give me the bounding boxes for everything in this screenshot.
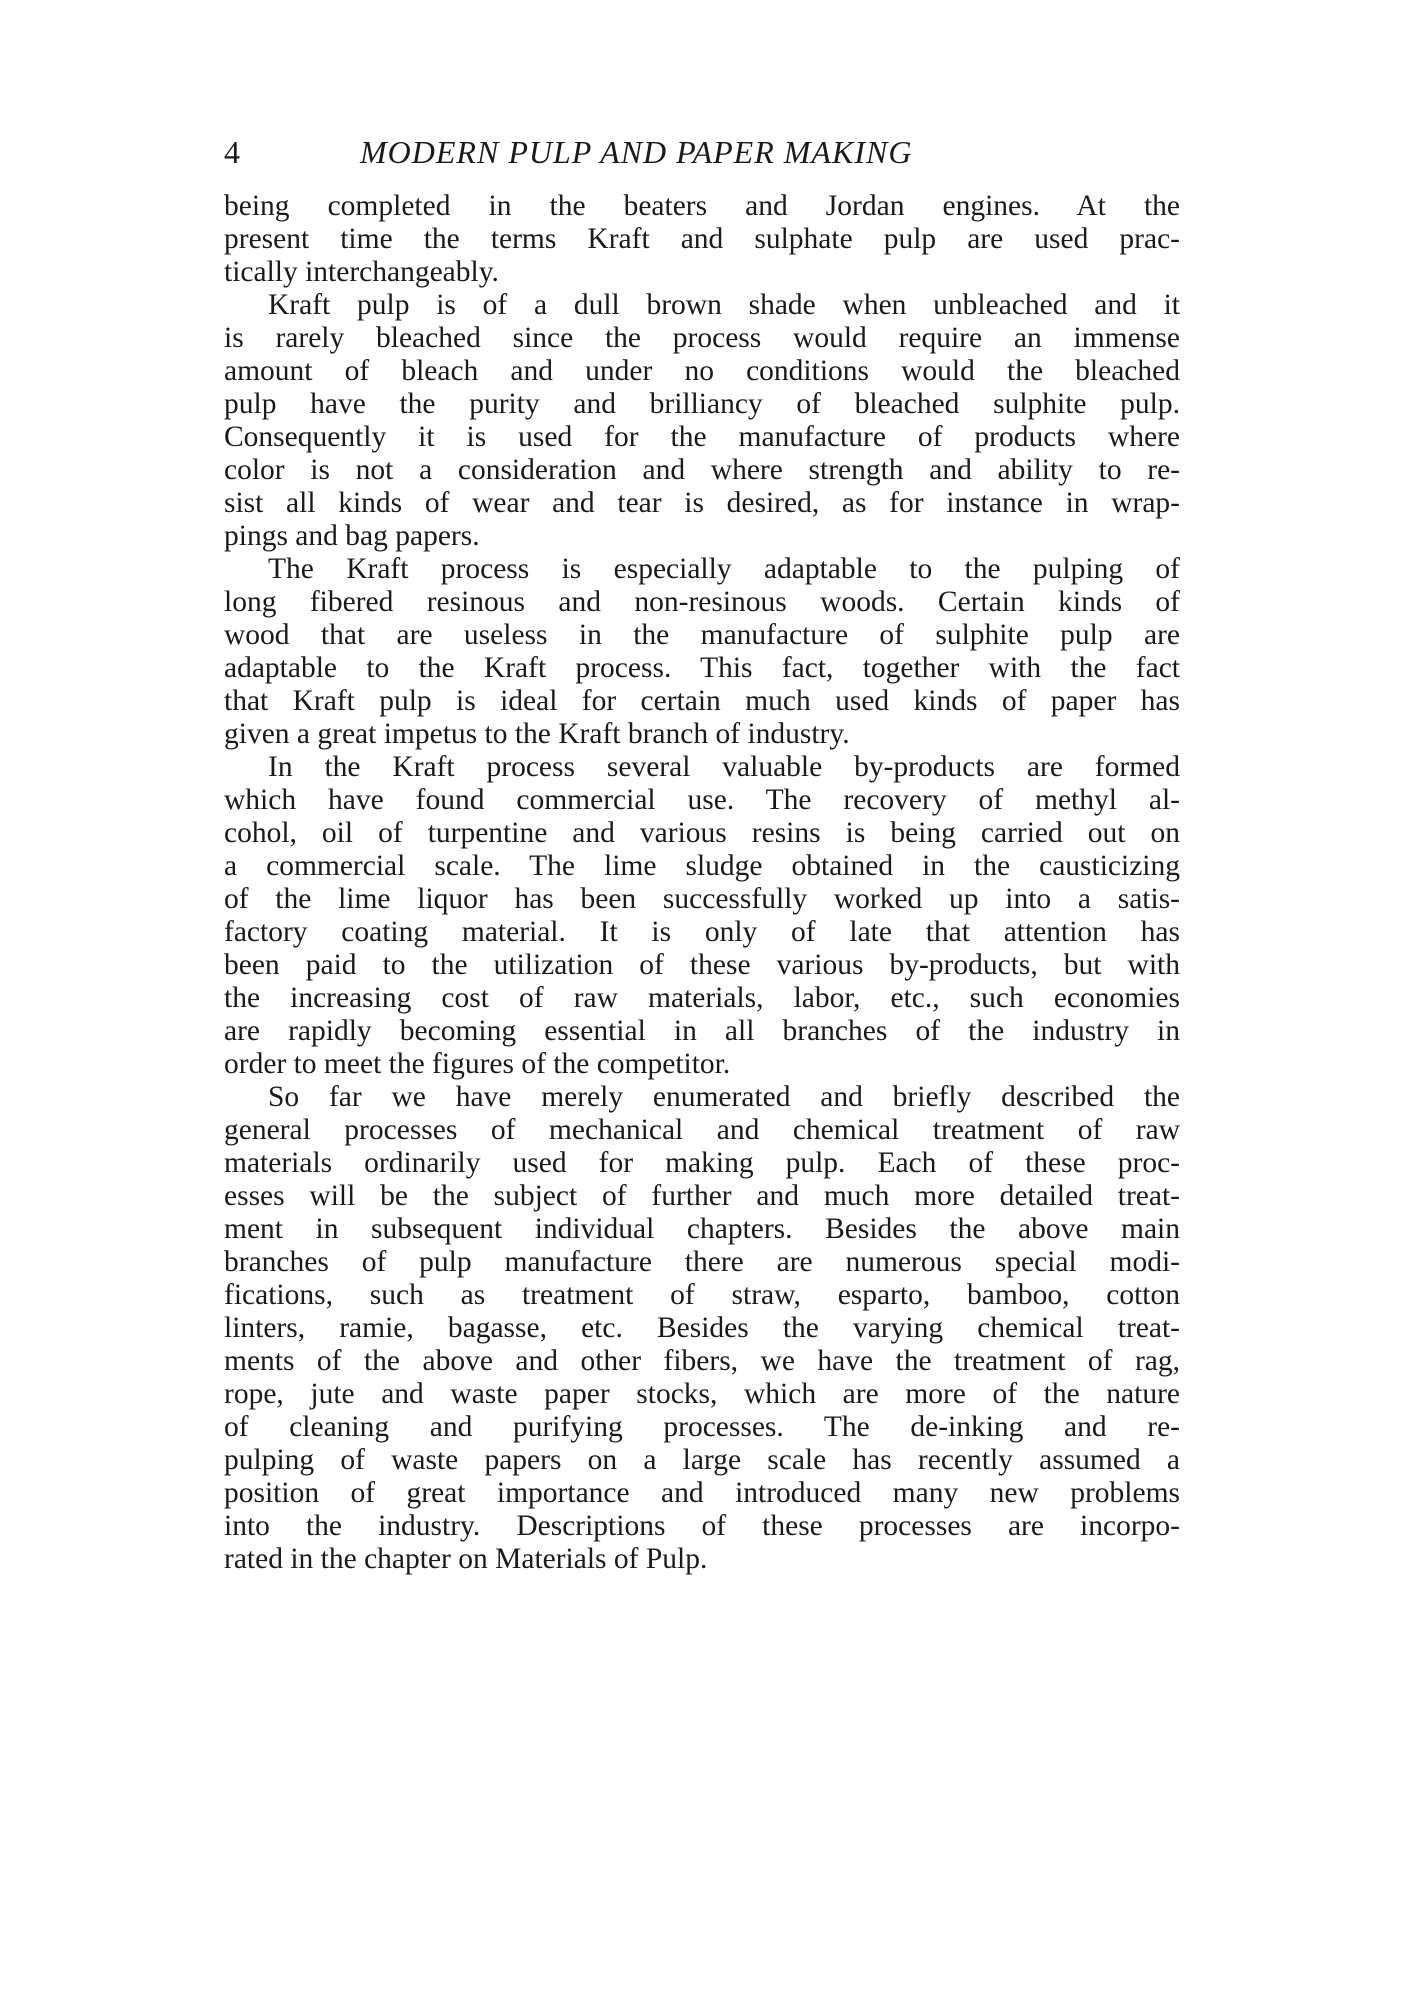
paragraph (224, 190, 1180, 289)
text-line: is rarely bleached since the process would require an immense (224, 322, 1180, 354)
text-line: fications, such as treatment of straw, esparto, bamboo, cotton (224, 1279, 1180, 1311)
text-line: pulping of waste papers on a large scale has recently assumed a (224, 1444, 1180, 1476)
text-line: amount of bleach and under no conditions would the bleached (224, 355, 1180, 387)
text-line: cohol, oil of turpentine and various resins is being carried out on (224, 817, 1180, 849)
text-line: esses will be the subject of further and much more detailed treat- (224, 1180, 1180, 1212)
text-line: materials ordinarily used for making pulp. Each of these proc- (224, 1147, 1180, 1179)
text-line: rope, jute and waste paper stocks, which are more of the nature (224, 1378, 1180, 1410)
text-line: adaptable to the Kraft process. This fact, together with the fact (224, 652, 1180, 684)
body-text (224, 190, 1180, 1576)
text-line: In the Kraft process several valuable by-products are formed (268, 751, 1180, 783)
text-line: rated in the chapter on Materials of Pulp. (224, 1543, 708, 1575)
text-line: ment in subsequent individual chapters. Besides the above main (224, 1213, 1180, 1245)
text-line: ments of the above and other fibers, we have the treatment of rag, (224, 1345, 1180, 1377)
text-line: pings and bag papers. (224, 520, 480, 552)
text-line: being completed in the beaters and Jordan engines. At the (224, 190, 1180, 222)
text-line: been paid to the utilization of these various by-products, but with (224, 949, 1180, 981)
paragraph (224, 1081, 1180, 1576)
running-title: MODERN PULP AND PAPER MAKING (360, 134, 913, 170)
text-line: given a great impetus to the Kraft branch of industry. (224, 718, 850, 750)
text-line: that Kraft pulp is ideal for certain much used kinds of paper has (224, 685, 1180, 717)
text-line: are rapidly becoming essential in all branches of the industry in (224, 1015, 1180, 1047)
text-line: order to meet the figures of the competitor. (224, 1048, 731, 1080)
text-line: into the industry. Descriptions of these processes are incorpo- (224, 1510, 1180, 1542)
paragraph (224, 289, 1180, 553)
text-line: position of great importance and introduced many new problems (224, 1477, 1180, 1509)
page-header (224, 132, 1044, 172)
paragraph (224, 553, 1180, 751)
paragraph (224, 751, 1180, 1081)
text-line: sist all kinds of wear and tear is desired, as for instance in wrap- (224, 487, 1180, 519)
text-line: So far we have merely enumerated and briefly described the (268, 1081, 1180, 1113)
text-line: The Kraft process is especially adaptable to the pulping of (268, 553, 1180, 585)
page-number: 4 (224, 134, 240, 170)
text-line: a commercial scale. The lime sludge obtained in the causticizing (224, 850, 1180, 882)
text-line: present time the terms Kraft and sulphate pulp are used prac- (224, 223, 1180, 255)
text-line: Kraft pulp is of a dull brown shade when unbleached and it (268, 289, 1180, 321)
text-line: of the lime liquor has been successfully worked up into a satis- (224, 883, 1180, 915)
text-line: Consequently it is used for the manufacture of products where (224, 421, 1180, 453)
text-line: linters, ramie, bagasse, etc. Besides the varying chemical treat- (224, 1312, 1180, 1344)
text-line: tically interchangeably. (224, 256, 499, 288)
text-line: color is not a consideration and where strength and ability to re- (224, 454, 1180, 486)
text-line: general processes of mechanical and chemical treatment of raw (224, 1114, 1180, 1146)
text-line: wood that are useless in the manufacture of sulphite pulp are (224, 619, 1180, 651)
text-line: which have found commercial use. The recovery of methyl al- (224, 784, 1180, 816)
text-line: of cleaning and purifying processes. The de-inking and re- (224, 1411, 1180, 1443)
text-line: pulp have the purity and brilliancy of bleached sulphite pulp. (224, 388, 1180, 420)
text-line: the increasing cost of raw materials, labor, etc., such economies (224, 982, 1180, 1014)
text-line: long fibered resinous and non-resinous woods. Certain kinds of (224, 586, 1180, 618)
text-line: branches of pulp manufacture there are numerous special modi- (224, 1246, 1180, 1278)
text-line: factory coating material. It is only of late that attention has (224, 916, 1180, 948)
